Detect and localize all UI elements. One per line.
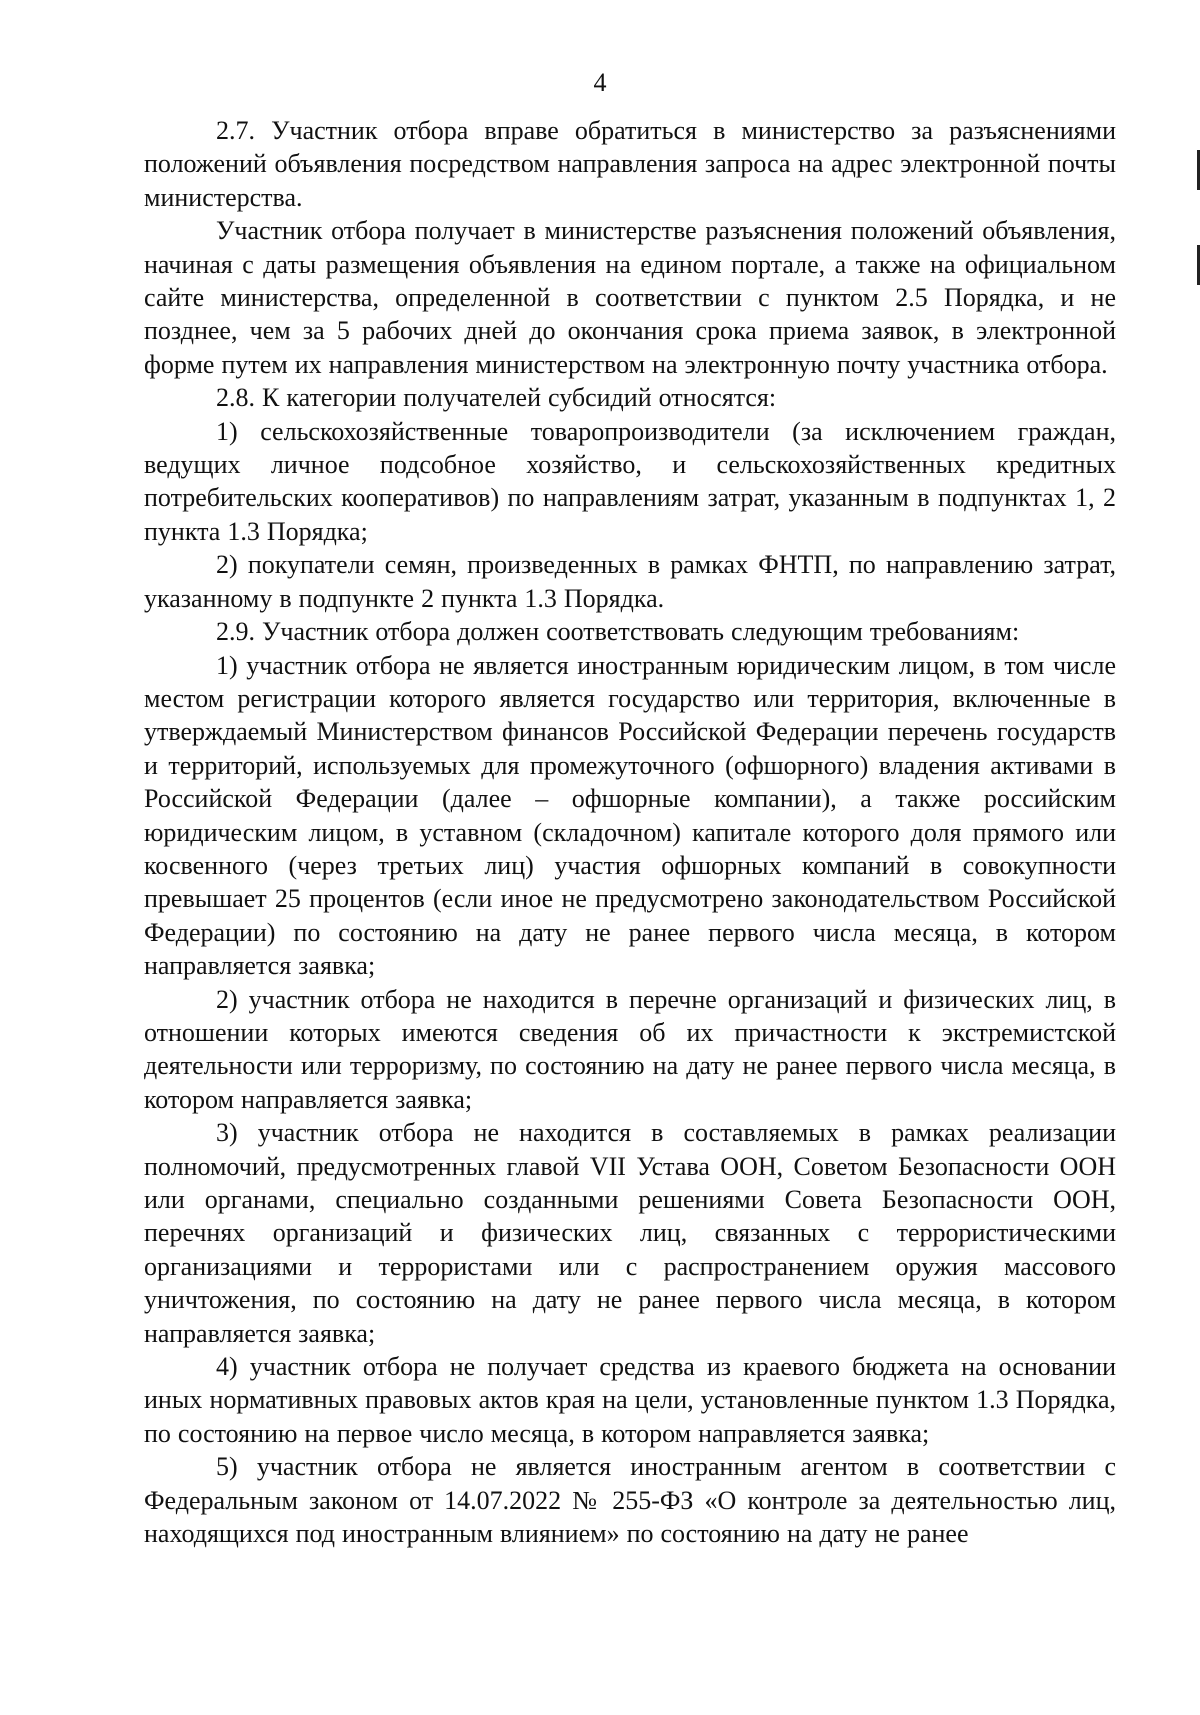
- page-number: 4: [593, 68, 607, 97]
- paragraph-2-9-item-1: 1) участник отбора не является иностранным юридическим лицом, в том числе местом регистрации которого является государство или территория, включенные в утверждаемый Министерством финансов Российской Федерации перечень государств и территорий, используемых для промежуточного (офшорного) владения активами в Российской Федерации (далее – офшорные компании), а также российским юридическим лицом, в уставном (складочном) капитале которого доля прямого или косвенного (через третьих лиц) участия офшорных компаний в совокупности превышает 25 процентов (если иное не предусмотрено законодательством Российской Федерации) по состоянию на дату не ранее первого числа месяца, в котором направляется заявка;: [144, 650, 1116, 981]
- paragraph-2-8-item-2: 2) покупатели семян, произведенных в рамках ФНТП, по направлению затрат, указанному в подпункте 2 пункта 1.3 Порядка.: [144, 550, 1116, 613]
- paragraph-2-9: 2.9. Участник отбора должен соответствовать следующим требованиям:: [216, 617, 1020, 647]
- paragraph-2-9-item-2: 2) участник отбора не находится в перечне организаций и физических лиц, в отношении которых имеются сведения об их причастности к экстремистской деятельности или терроризму, по состоянию на дату не ранее первого числа месяца, в котором направляется заявка;: [144, 984, 1116, 1114]
- paragraph-2-9-item-3: 3) участник отбора не находится в составляемых в рамках реализации полномочий, предусмотренных главой VII Устава ООН, Советом Безопасности ООН или органами, специально созданными решениями Совета Безопасности ООН, перечнях организаций и физических лиц, связанных с террористическими организациями и террористами или с распространением оружия массового уничтожения, по состоянию на дату не ранее первого числа месяца, в котором направляется заявка;: [144, 1118, 1116, 1348]
- paragraph-2-8: 2.8. К категории получателей субсидий относятся:: [216, 383, 777, 413]
- document-body: [144, 114, 1116, 1550]
- paragraph-clarifications: Участник отбора получает в министерстве разъяснения положений объявления, начиная с даты размещения объявления на едином портале, а также на официальном сайте министерства, определенной в соответствии с пунктом 2.5 Порядка, и не позднее, чем за 5 рабочих дней до окончания срока приема заявок, в электронной форме путем их направления министерством на электронную почту участника отбора.: [144, 216, 1116, 379]
- paragraph-2-9-item-4: 4) участник отбора не получает средства из краевого бюджета на основании иных нормативных правовых актов края на цели, установленные пунктом 1.3 Порядка, по состоянию на первое число месяца, в котором направляется заявка;: [144, 1352, 1116, 1448]
- paragraph-2-9-item-5: 5) участник отбора не является иностранным агентом в соответствии с Федеральным законом от 14.07.2022 № 255-ФЗ «О контроле за деятельностью лиц, находящихся под иностранным влиянием» по состоянию на дату не ранее: [144, 1452, 1116, 1549]
- paragraph-2-7: 2.7. Участник отбора вправе обратиться в министерство за разъяснениями положений объявления посредством направления запроса на адрес электронной почты министерства.: [144, 116, 1116, 212]
- paragraph-2-8-item-1: 1) сельскохозяйственные товаропроизводители (за исключением граждан, ведущих личное подсобное хозяйство, и сельскохозяйственных кредитных потребительских кооперативов) по направлениям затрат, указанным в подпунктах 1, 2 пункта 1.3 Порядка;: [144, 416, 1116, 546]
